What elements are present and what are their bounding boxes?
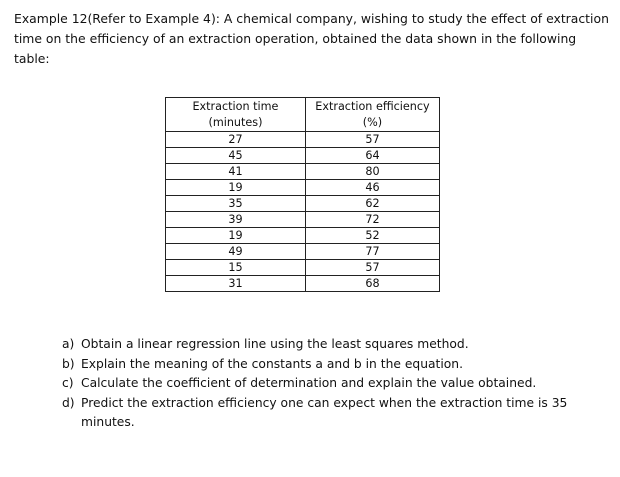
table-header-row [166, 98, 440, 132]
question-a [62, 335, 602, 355]
cell-time: 45 [166, 148, 306, 164]
table-row [166, 148, 440, 164]
cell-time: 39 [166, 212, 306, 228]
question-list [62, 335, 602, 433]
table-row [166, 260, 440, 276]
cell-efficiency: 62 [305, 196, 439, 212]
table-row [166, 228, 440, 244]
cell-efficiency: 46 [305, 180, 439, 196]
cell-time: 41 [166, 164, 306, 180]
cell-efficiency: 64 [305, 148, 439, 164]
question-d [62, 394, 602, 433]
table-row [166, 212, 440, 228]
column-header-extraction-time: Extraction time (minutes) [166, 98, 306, 132]
problem-statement: Example 12(Refer to Example 4): A chemical company, wishing to study the effect of extraction time on the efficiency of an extraction operation, obtained the data shown in the following table: [14, 11, 609, 66]
question-letter: b) [62, 356, 75, 371]
question-text: Predict the extraction efficiency one can expect when the extraction time is 35 minutes. [81, 395, 568, 429]
cell-efficiency: 57 [305, 260, 439, 276]
table-row [166, 180, 440, 196]
cell-efficiency: 68 [305, 276, 439, 292]
cell-time: 49 [166, 244, 306, 260]
question-text: Calculate the coefficient of determination and explain the value obtained. [81, 376, 537, 390]
cell-efficiency: 72 [305, 212, 439, 228]
cell-efficiency: 80 [305, 164, 439, 180]
question-letter: a) [62, 337, 75, 351]
cell-time: 35 [166, 196, 306, 212]
cell-efficiency: 77 [305, 244, 439, 260]
question-letter: c) [62, 376, 74, 390]
table-row [166, 276, 440, 292]
question-text: Explain the meaning of the constants a and b in the equation. [81, 356, 464, 371]
question-text: Obtain a linear regression line using the least squares method. [81, 337, 469, 351]
question-letter: d) [62, 395, 75, 410]
question-b [62, 355, 602, 375]
cell-efficiency: 57 [305, 132, 439, 148]
cell-time: 19 [166, 180, 306, 196]
table-row [166, 244, 440, 260]
cell-time: 19 [166, 228, 306, 244]
question-c [62, 374, 602, 394]
data-table [165, 97, 440, 292]
table-row [166, 164, 440, 180]
cell-time: 27 [166, 132, 306, 148]
table-row [166, 132, 440, 148]
table-row [166, 196, 440, 212]
cell-time: 31 [166, 276, 306, 292]
cell-time: 15 [166, 260, 306, 276]
cell-efficiency: 52 [305, 228, 439, 244]
column-header-extraction-efficiency: Extraction efficiency (%) [305, 98, 439, 132]
